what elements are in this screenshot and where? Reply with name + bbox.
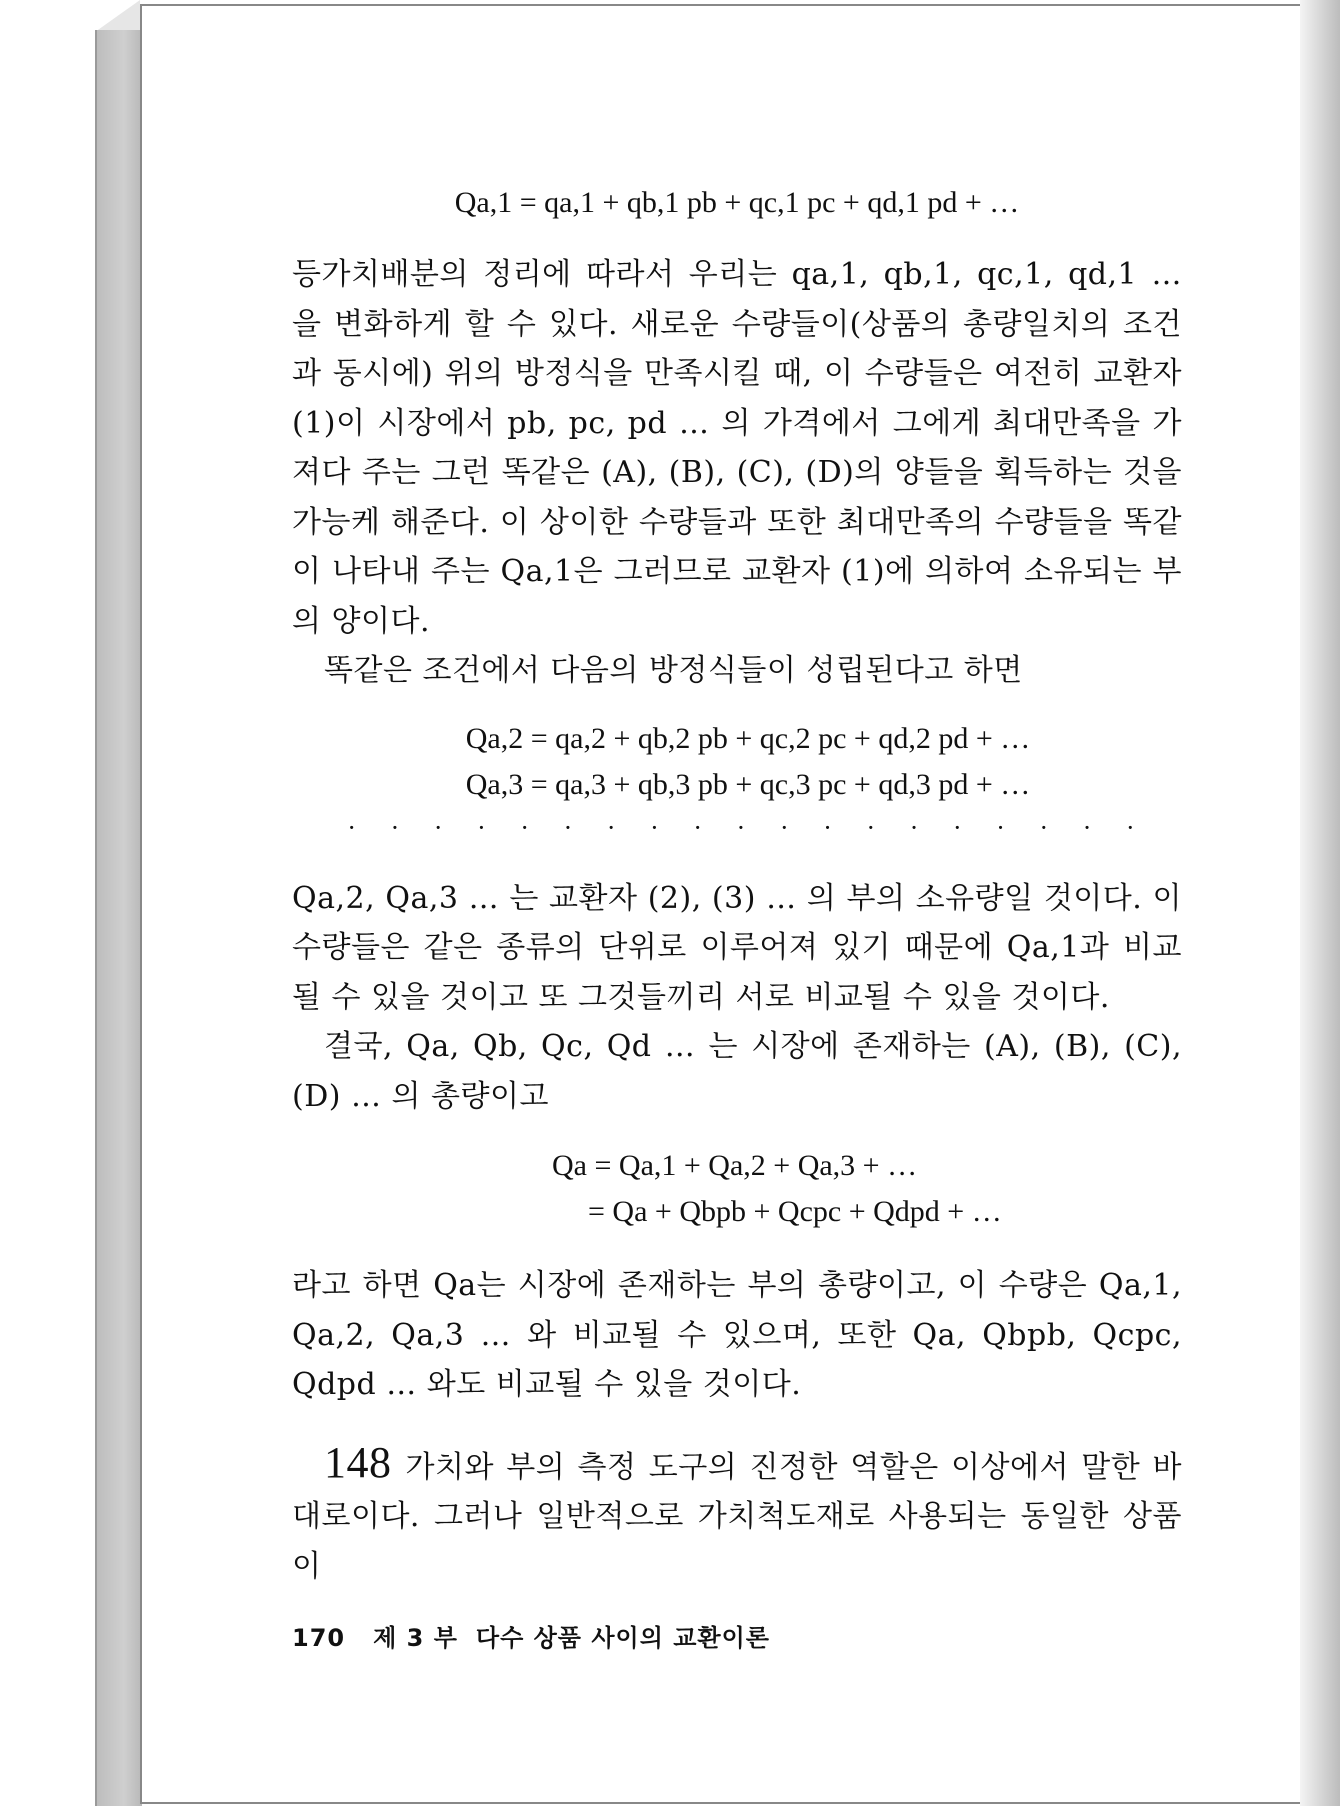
equation-4a: Qa = Qa,1 + Qa,2 + Qa,3 + … xyxy=(552,1149,918,1182)
paragraph-2: 똑같은 조건에서 다음의 방정식들이 성립된다고 하면 xyxy=(324,653,1023,688)
paragraph-6-text: 가치와 부의 측정 도구의 진정한 역할은 이상에서 말한 바대로이다. 그러나 일반적으로 가치척도재로 사용되는 동일한 상품이 xyxy=(292,1449,1182,1584)
book-spine-top xyxy=(95,0,140,32)
page-footer xyxy=(292,1618,788,1653)
book-spine xyxy=(95,30,142,1806)
page-number: 170 xyxy=(292,1624,346,1652)
paragraph-5: 라고 하면 Qa는 시장에 존재하는 부의 총량이고, 이 수량은 Qa,1, Qa,2, Qa,3 … 와 비교될 수 있으며, 또한 Qa, Qbpb, Qcpc, Qdpd … 와도 비교될 수 있을 것이다. xyxy=(292,1268,1182,1402)
paragraph-6 xyxy=(292,1438,1182,1592)
equation-3: Qa,3 = qa,3 + qb,3 pb + qc,3 pc + qd,3 pd + … xyxy=(465,767,1031,801)
paragraph-4: 결국, Qa, Qb, Qc, Qd … 는 시장에 존재하는 (A), (B), (C), (D) … 의 총량이고 xyxy=(292,1029,1182,1114)
paragraph-3: Qa,2, Qa,3 … 는 교환자 (2), (3) … 의 부의 소유량일 것이다. 이 수량들은 같은 종류의 단위로 이루어져 있기 때문에 Qa,1과 비교될 수 있을 것이고 또 그것들끼리 서로 비교될 수 있을 것이다. xyxy=(292,880,1182,1015)
equation-2: Qa,2 = qa,2 + qb,2 pb + qc,2 pc + qd,2 pd + … xyxy=(465,721,1031,755)
footer-part: 제 3 부 xyxy=(373,1624,458,1652)
paragraph-1: 등가치배분의 정리에 따라서 우리는 qa,1, qb,1, qc,1, qd,1 … 을 변화하게 할 수 있다. 새로운 수량들이(상품의 총량일치의 조건과 동시에) 위의 방정식을 만족시킬 때, 이 수량들은 여전히 교환자 (1)이 시장에서 pb, pc, pd … 의 가격에서 그에게 최대만족을 가져다 주는 그런 똑같은 (A), (B), (C), (D)의 양들을 획득하는 것을 가능케 해준다. 이 상이한 수량들과 또한 최대만족의 수량들을 똑같이 나타내 주는 Qa,1은 그러므로 교환자 (1)에 의하여 소유되는 부의 양이다. xyxy=(292,257,1182,639)
equation-continuation-dots: · · · · · · · · · · · · · · · · · · · xyxy=(347,813,1149,842)
page-edge-shadow xyxy=(1300,0,1340,1806)
equation-1: Qa,1 = qa,1 + qb,1 pb + qc,1 pc + qd,1 pd + … xyxy=(454,186,1020,219)
section-number: 148 xyxy=(324,1437,392,1487)
page-content xyxy=(292,180,1182,1591)
footer-chapter-title: 다수 상품 사이의 교환이론 xyxy=(475,1624,770,1652)
equation-4b: = Qa + Qbpb + Qcpc + Qdpd + … xyxy=(588,1195,1002,1228)
